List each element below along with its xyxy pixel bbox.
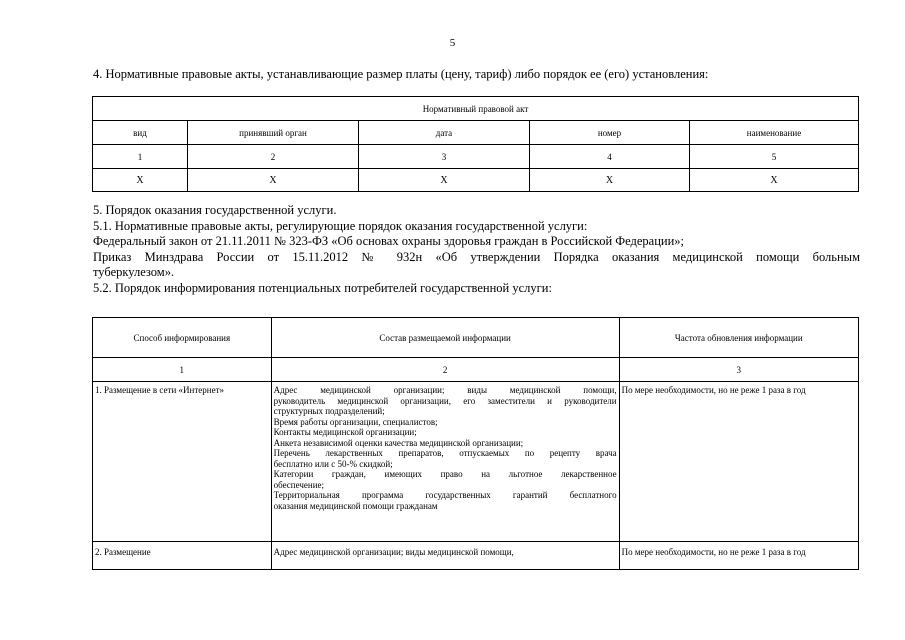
method-cell: 1. Размещение в сети «Интернет» [93,382,272,542]
table-cell: Х [359,169,530,192]
table-title: Нормативный правовой акт [93,97,859,121]
header-type: вид [93,121,188,145]
content-line: обеспечение; [273,479,325,490]
section-5-1-heading: 5.1. Нормативные правовые акты, регулирующие порядок оказания государственной услуги: [93,218,588,233]
content-line: Время работы организации, специалистов; [273,416,438,427]
header-number: номер [530,121,690,145]
content-line: Контакты медицинской организации; [273,427,417,437]
header-issuing-body: принявший орган [188,121,359,145]
column-number: 3 [619,358,858,382]
table-cell: Х [530,169,690,192]
ministry-order-line-1: Приказ Минздрава России от 15.11.2012 № 932н «Об утверждении Порядка оказания медицинской помощи больным [93,249,860,264]
content-line: Перечень лекарственных препаратов, отпускаемых по рецепту врача [273,448,617,458]
information-methods-table [92,317,859,570]
frequency-cell: По мере необходимости, но не реже 1 раза в год [619,542,858,570]
table-cell: Х [690,169,859,192]
column-number: 2 [271,358,619,382]
content-cell: Адрес медицинской организации; виды медицинской помощи, [271,542,619,570]
header-method: Способ информирования [93,318,272,358]
header-frequency: Частота обновления информации [619,318,858,358]
table-row [93,382,859,542]
content-line: Анкета независимой оценки качества медицинской организации; [273,437,524,448]
content-line: руководитель медицинской организации, его заместители и руководители [273,395,617,406]
section-5-text [93,203,860,296]
header-content: Состав размещаемой информации [271,318,619,358]
legal-acts-table [92,96,859,192]
column-number: 5 [690,145,859,169]
frequency-cell: По мере необходимости, но не реже 1 раза в год [619,382,858,542]
column-number: 4 [530,145,690,169]
content-line: Территориальная программа государственных гарантий бесплатного [273,490,617,500]
column-number: 3 [359,145,530,169]
table-cell: Х [93,169,188,192]
table-cell: Х [188,169,359,192]
header-name: наименование [690,121,859,145]
section-5-heading: 5. Порядок оказания государственной услуги. [93,203,337,217]
header-date: дата [359,121,530,145]
content-line: Категории граждан, имеющих право на льготное лекарственное [273,469,617,479]
content-line: бесплатно или с 50-% скидкой; [273,458,393,469]
federal-law-reference: Федеральный закон от 21.11.2011 № 323-ФЗ «Об основах охраны здоровья граждан в Российской Федерации»; [93,234,685,248]
table-row [93,542,859,570]
column-number: 2 [188,145,359,169]
column-number: 1 [93,145,188,169]
content-cell [271,382,619,542]
column-number: 1 [93,358,272,382]
content-line: структурных подразделений; [273,406,385,416]
page-number: 5 [449,37,456,49]
method-cell: 2. Размещение [93,542,272,570]
section-4-heading: 4. Нормативные правовые акты, устанавливающие размер платы (цену, тариф) либо порядок ее (его) установления: [93,67,709,81]
ministry-order-line-2: туберкулезом». [93,265,175,279]
section-5-2-heading: 5.2. Порядок информирования потенциальных потребителей государственной услуги: [93,280,552,295]
content-line: Адрес медицинской организации; виды медицинской помощи, [273,385,617,395]
content-line: оказания медицинской помощи гражданам [273,500,438,511]
